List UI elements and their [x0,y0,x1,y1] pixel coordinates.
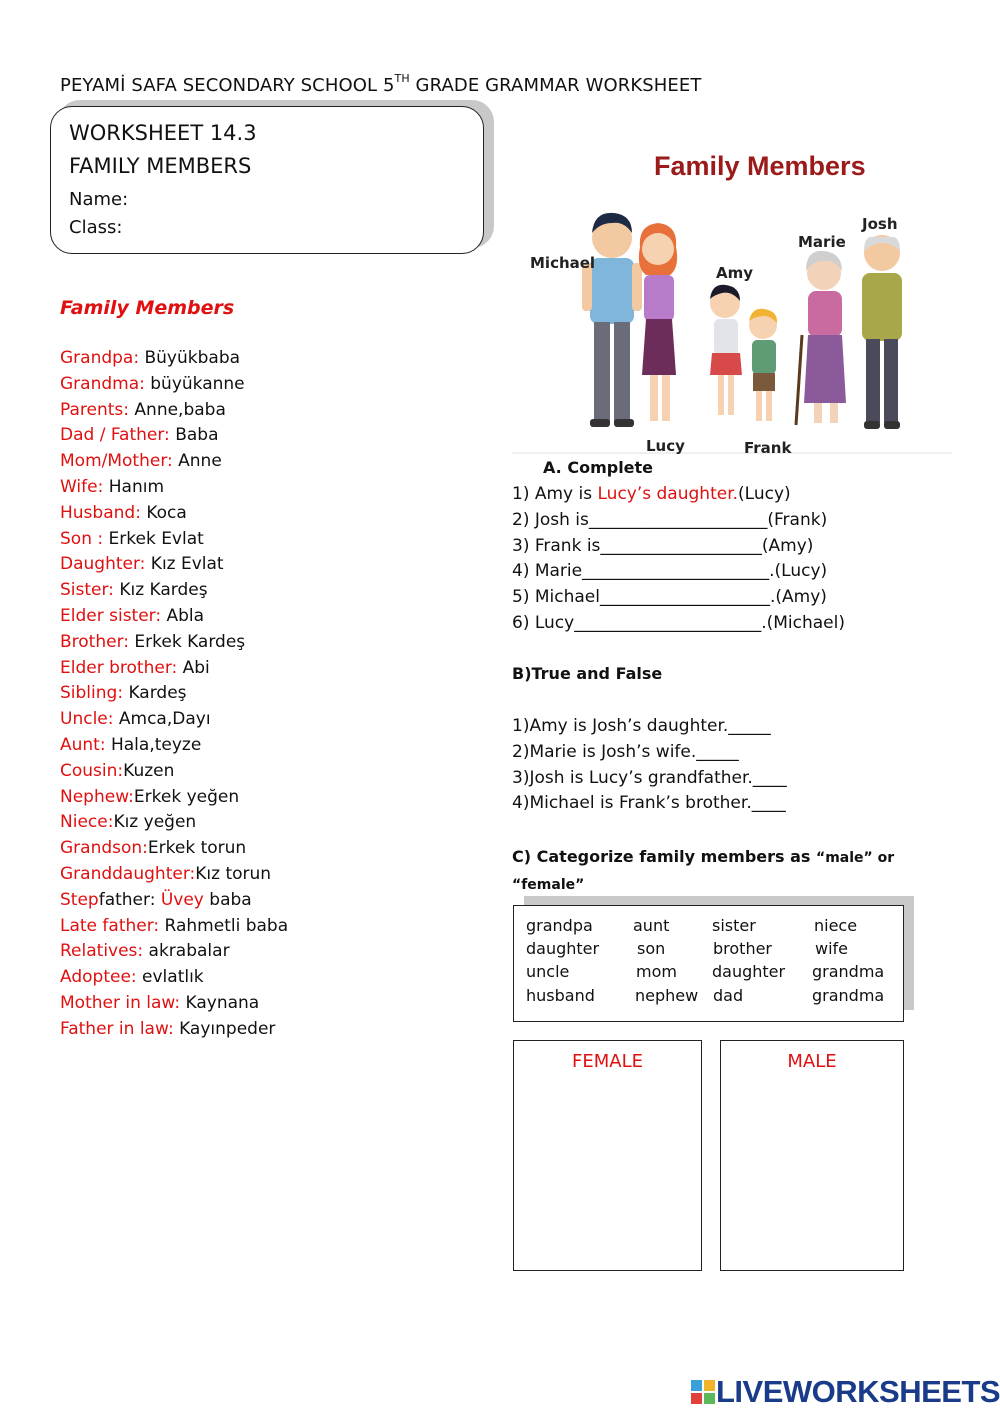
section-b-item: 3)Josh is Lucy’s grandfather.____ [512,767,787,788]
vocab-item-stepfather: Stepfather: Üvey baba [60,889,252,910]
male-label: MALE [787,1051,837,1072]
vocab-item: Mom/Mother: Anne [60,451,222,472]
word-bank-word: mom [636,962,677,981]
josh-figure [862,235,902,429]
vocab-item: Adoptee: evlatlık [60,967,204,988]
vocab-item: Granddaughter:Kız torun [60,863,272,884]
section-b-title: B)True and False [512,664,663,683]
section-a-item: 3) Frank is___________________(Amy) [512,535,814,556]
word-bank-word: daughter [712,962,786,981]
word-bank-word: nephew [635,986,699,1005]
vocab-item: Grandpa: Büyükbaba [60,348,241,368]
vocab-item: Brother: Erkek Kardeş [60,631,246,652]
vocab-item: Elder brother: Abi [60,657,210,678]
label-michael: Michael [530,254,596,272]
section-a-item: 6) Lucy______________________.(Michael) [512,612,845,633]
header-school: PEYAMİ SAFA SECONDARY SCHOOL 5 [60,75,395,96]
word-bank-word: grandma [812,962,885,981]
family-illustration [512,135,952,455]
word-bank-word: grandma [812,986,885,1005]
label-marie: Marie [798,233,846,251]
vocab-item: Relatives: akrabalar [60,941,230,962]
section-a-title: A. Complete [543,458,654,477]
section-b-list [512,714,787,817]
label-frank: Frank [744,439,792,455]
vocab-item: Grandma: büyükanne [60,373,245,394]
vocab-item: Dad / Father: Baba [60,425,219,446]
vocab-item: Grandson:Erkek torun [60,838,247,859]
male-box[interactable] [720,1040,904,1271]
header-superscript: TH [394,72,410,85]
word-bank-word: niece [814,916,858,935]
lucy-figure [639,223,677,421]
worksheet-number: WORKSHEET 14.3 [69,121,257,145]
vocab-item: Parents: Anne,baba [60,399,226,420]
worksheet-info-box [50,106,484,254]
word-bank-word: grandpa [526,916,593,935]
liveworksheets-logo [690,1374,1000,1410]
section-a-list [512,482,845,637]
vocab-item: Daughter: Kız Evlat [60,554,224,575]
section-a-item: 5) Michael____________________.(Amy) [512,587,827,608]
vocab-item: Wife: Hanım [60,476,165,497]
label-josh: Josh [862,215,898,233]
frank-figure [749,309,777,421]
class-label: Class: [69,217,123,238]
vocab-item: Elder sister: Abla [60,605,205,626]
word-bank-word: son [637,939,666,958]
word-bank-word: brother [713,939,773,958]
michael-figure [582,213,642,427]
section-b-item: 1)Amy is Josh’s daughter._____ [512,716,771,736]
liveworksheets-logo-text: LIVEWORKSHEETS [716,1374,1000,1409]
amy-figure [710,285,742,415]
word-bank [513,905,904,1022]
female-label: FEMALE [572,1051,643,1072]
header-rest: GRADE GRAMMAR WORKSHEET [409,75,702,96]
section-a-item: 4) Marie______________________.(Lucy) [512,561,828,582]
vocab-item: Sibling: Kardeş [60,683,187,704]
vocab-item: Son : Erkek Evlat [60,528,204,549]
section-b-item: 2)Marie is Josh’s wife._____ [512,741,739,762]
word-bank-word: sister [712,916,756,935]
section-c-title: C) Categorize family members as “male” or “female” [512,847,895,893]
word-bank-word: uncle [526,962,570,981]
illustration-title: Family Members [654,151,866,181]
label-amy: Amy [716,264,754,282]
word-bank-word: daughter [526,939,600,958]
worksheet-topic: FAMILY MEMBERS [69,154,252,178]
page-header [60,74,701,96]
vocab-item: Niece:Kız yeğen [60,812,197,833]
section-b-item: 4)Michael is Frank’s brother.____ [512,793,786,814]
word-bank-word: husband [526,986,595,1005]
vocab-item: Husband: Koca [60,502,187,523]
word-bank-word: wife [815,939,849,958]
vocab-item: Uncle: Amca,Dayı [60,709,211,730]
vocabulary-list [60,346,288,1043]
vocab-item: Cousin:Kuzen [60,760,175,781]
word-bank-word: dad [713,986,744,1005]
vocab-item: Aunt: Hala,teyze [60,734,202,755]
vocab-item: Late father: Rahmetli baba [60,915,289,936]
female-box[interactable] [513,1040,702,1271]
section-a-example: 1) Amy is Lucy’s daughter.(Lucy) [512,484,791,504]
name-label: Name: [69,189,129,210]
vocab-item: Father in law: Kayınpeder [60,1018,276,1039]
vocab-item: Nephew:Erkek yeğen [60,786,240,807]
section-a-item: 2) Josh is_____________________(Frank) [512,509,828,530]
vocab-item: Mother in law: Kaynana [60,992,260,1013]
vocabulary-title: Family Members [60,297,235,319]
label-lucy: Lucy [646,437,685,455]
liveworksheets-logo-icon [690,1379,716,1405]
vocab-item: Sister: Kız Kardeş [60,580,208,601]
word-bank-word: aunt [633,916,670,935]
marie-figure [796,251,846,425]
